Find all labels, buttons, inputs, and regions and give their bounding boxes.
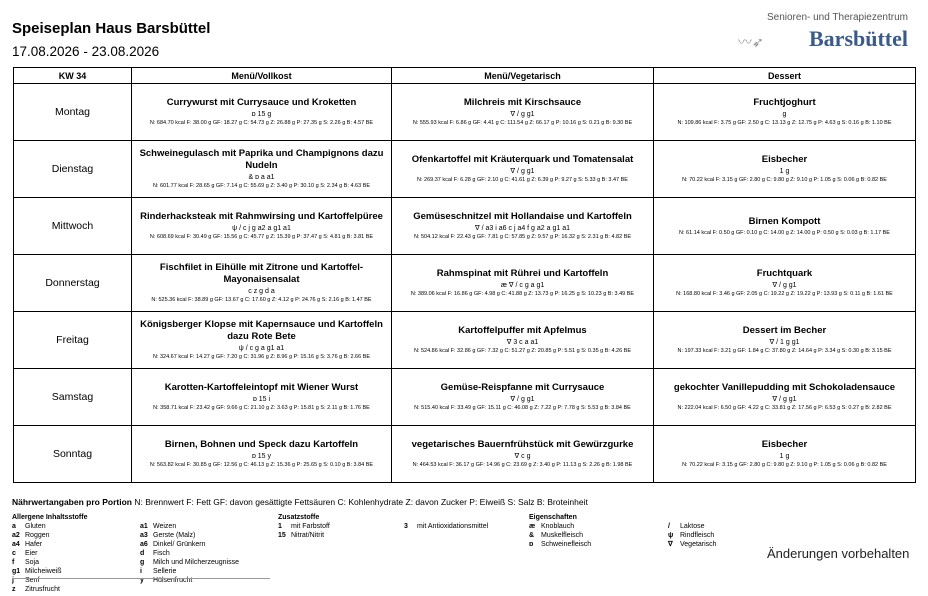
properties-legend-col2 xyxy=(668,522,717,549)
additives-title: Zusatzstoffe xyxy=(278,514,320,521)
legend-label: Fisch xyxy=(153,550,170,557)
dish-name: Schweinegulasch mit Paprika und Champignons dazu Nudeln xyxy=(139,148,384,171)
dish-codes: æ ∇ / c g a g1 xyxy=(500,282,545,289)
legend-item xyxy=(140,558,239,567)
column-header: Menü/Vegetarisch xyxy=(392,68,654,84)
legend-label: Rindfleisch xyxy=(680,532,715,539)
legend-code: 1 xyxy=(278,523,282,530)
dish-name: Fruchtjoghurt xyxy=(753,97,816,108)
date-range: 17.08.2026 - 23.08.2026 xyxy=(12,44,160,59)
table-row xyxy=(14,312,916,369)
dish-codes: ∇ / g g1 xyxy=(510,168,535,175)
dish-codes: ∇ / g g1 xyxy=(510,111,535,118)
legend-label: Laktose xyxy=(680,523,705,530)
nutrition-values: N: 524.86 kcal F: 32.86 g GF: 7.32 g C: 51.27 g Z: 20.85 g P: 5.51 g S: 0.35 g B: 4.26 BE xyxy=(413,348,632,354)
dish-name: Fruchtquark xyxy=(756,268,813,279)
nutrition-values: N: 515.40 kcal F: 33.49 g GF: 15.11 g C: 46.08 g Z: 7.22 g P: 7.78 g S: 5.53 g B: 3.84 BE xyxy=(414,405,631,411)
nutrition-note-text: N: Brennwert F: Fett GF: davon gesättigte Fettsäuren C: Kohlenhydrate Z: davon Zucker P: Eiweiß S: Salz B: Broteinheit xyxy=(131,497,588,507)
legend-code: 3 xyxy=(404,523,408,530)
nutrition-values: N: 358.71 kcal F: 23.42 g GF: 9.66 g C: 21.10 g Z: 3.63 g P: 15.81 g S: 2.11 g B: 1.76 BE xyxy=(153,405,370,411)
legend-code: / xyxy=(668,523,670,530)
day-cell: Dienstag xyxy=(14,141,132,198)
legend-item xyxy=(404,522,488,531)
table-row xyxy=(14,369,916,426)
additives-legend xyxy=(278,513,330,540)
nutrition-values: N: 555.93 kcal F: 6.86 g GF: 4.41 g C: 111.54 g Z: 66.17 g P: 10.16 g S: 0.21 g B: 9.30 BE xyxy=(412,120,633,126)
legend-code: a1 xyxy=(140,523,148,530)
properties-legend xyxy=(529,513,591,549)
nutrition-values: N: 70.22 kcal F: 3.15 g GF: 2.80 g C: 9.80 g Z: 9.10 g P: 1.05 g S: 0.06 g B: 0.82 BE xyxy=(682,177,887,183)
legend-label: mit Antioxidationsmittel xyxy=(417,523,489,530)
nutrition-values: N: 109.86 kcal F: 3.75 g GF: 2.50 g C: 13.13 g Z: 12.75 g P: 4.63 g S: 0.16 g B: 1.10 BE xyxy=(677,120,892,126)
dish-codes: ∇ / g g1 xyxy=(772,282,797,289)
legend-code: a6 xyxy=(140,541,148,548)
nutrition-note-label: Nährwertangaben pro Portion xyxy=(12,497,132,507)
legend-label: Senf xyxy=(25,577,40,584)
legend-item xyxy=(140,522,239,531)
legend-code: z xyxy=(12,586,16,593)
column-header: Dessert xyxy=(654,68,916,84)
legend-code: ɒ xyxy=(529,541,534,548)
nutrition-values: N: 525.36 kcal F: 38.89 g GF: 13.67 g C: 17.60 g Z: 4.12 g P: 24.76 g S: 2.16 g B: 1.47 BE xyxy=(151,297,372,303)
dish-codes: ∇ / g g1 xyxy=(772,396,797,403)
allergens-legend xyxy=(12,513,87,594)
dish-codes: ∇ / g g1 xyxy=(510,396,535,403)
meal-cell xyxy=(654,84,916,141)
legend-code: a xyxy=(12,523,16,530)
dish-codes: g xyxy=(782,111,787,118)
day-cell: Freitag xyxy=(14,312,132,369)
menu-table xyxy=(13,67,916,483)
dish-codes: ∇ / a3 i a6 c j a4 f g a2 a g1 a1 xyxy=(475,225,570,232)
legend-label: Weizen xyxy=(153,523,177,530)
nutrition-values: N: 464.53 kcal F: 36.17 g GF: 14.96 g C: 23.69 g Z: 3.40 g P: 11.13 g S: 2.26 g B: 1.98 BE xyxy=(412,462,633,468)
legend-item xyxy=(529,540,591,549)
legend-label: Eier xyxy=(25,550,38,557)
day-cell: Mittwoch xyxy=(14,198,132,255)
legend-code: g1 xyxy=(12,568,21,575)
meal-cell xyxy=(654,369,916,426)
dish-codes: c z g d a xyxy=(248,288,275,295)
nutrition-values: N: 601.77 kcal F: 28.65 g GF: 7.14 g C: 55.69 g Z: 3.40 g P: 30.10 g S: 2.34 g B: 4.63 BE xyxy=(152,183,371,189)
legend-label: Muskelfleisch xyxy=(541,532,584,539)
changes-notice: Änderungen vorbehalten xyxy=(767,546,910,561)
day-cell: Donnerstag xyxy=(14,255,132,312)
table-row xyxy=(14,255,916,312)
meal-cell xyxy=(132,312,392,369)
meal-cell xyxy=(392,141,654,198)
meal-cell xyxy=(654,426,916,483)
legend-item xyxy=(12,567,87,576)
legend-code: 15 xyxy=(278,532,286,539)
dish-name: Eisbecher xyxy=(761,154,808,165)
dish-name: Ofenkartoffel mit Kräuterquark und Tomatensalat xyxy=(411,154,634,165)
dish-name: Birnen Kompott xyxy=(748,215,821,227)
legend-code: j xyxy=(12,577,14,584)
nutrition-values: N: 608.69 kcal F: 30.49 g GF: 15.56 g C: 45.77 g Z: 15.39 g P: 37.47 g S: 4.81 g B: 3.81 BE xyxy=(149,234,374,240)
legend-item xyxy=(12,585,87,594)
dish-name: Karotten-Kartoffeleintopf mit Wiener Wurst xyxy=(164,382,359,393)
legend-label: Milch und Milcherzeugnisse xyxy=(153,559,239,566)
bird-icon: 〰➶ xyxy=(738,34,764,50)
day-cell: Sonntag xyxy=(14,426,132,483)
dish-codes: ∇ 3 c a a1 xyxy=(506,339,539,346)
legend-label: Roggen xyxy=(25,532,50,539)
legend-code: i xyxy=(140,568,142,575)
legend-item xyxy=(12,540,87,549)
nutrition-values: N: 197.33 kcal F: 3.21 g GF: 1.84 g C: 37.80 g Z: 14.64 g P: 3.34 g S: 0.30 g B: 3.15 BE xyxy=(677,348,892,354)
nutrition-note xyxy=(12,497,588,507)
legend-label: Gerste (Malz) xyxy=(153,532,196,539)
table-row xyxy=(14,426,916,483)
dish-name: Kartoffelpuffer mit Apfelmus xyxy=(458,325,587,336)
column-header: KW 34 xyxy=(14,68,132,84)
legend-code: ∇ xyxy=(668,541,673,548)
legend-label: Nitrat/Nitrit xyxy=(291,532,325,539)
legend-code: g xyxy=(140,559,145,566)
dish-codes: 1 g xyxy=(779,168,790,175)
meal-cell xyxy=(132,141,392,198)
dish-codes: ∇ / 1 g g1 xyxy=(769,339,800,346)
legend-item xyxy=(529,531,591,540)
nutrition-values: N: 70.22 kcal F: 3.15 g GF: 2.80 g C: 9.80 g Z: 9.10 g P: 1.05 g S: 0.06 g B: 0.82 BE xyxy=(682,462,887,468)
dish-name: Dessert im Becher xyxy=(742,325,827,336)
meal-cell xyxy=(132,198,392,255)
dish-codes: ɒ 15 g xyxy=(251,111,272,118)
legend-code: a2 xyxy=(12,532,20,539)
legend-item xyxy=(140,567,239,576)
nutrition-values: N: 61.14 kcal F: 0.50 g GF: 0.10 g C: 14.00 g Z: 14.00 g P: 0.50 g S: 0.03 g B: 1.17 BE xyxy=(679,229,890,236)
legend-label: Zitrusfrucht xyxy=(25,586,61,593)
dish-codes: ∇ c g xyxy=(514,453,531,460)
legend-item xyxy=(278,522,330,531)
legend-label: Gluten xyxy=(25,523,46,530)
meal-cell xyxy=(392,84,654,141)
logo-wordmark: Barsbüttel xyxy=(809,26,908,51)
legend-item xyxy=(668,540,717,549)
meal-cell xyxy=(654,198,916,255)
legend-code: d xyxy=(140,550,145,557)
dish-name: vegetarisches Bauernfrühstück mit Gewürzgurke xyxy=(411,439,634,450)
legend-code: a4 xyxy=(12,541,20,548)
day-cell: Samstag xyxy=(14,369,132,426)
dish-name: Gemüse-Reispfanne mit Currysauce xyxy=(440,382,605,393)
dish-name: Currywurst mit Currysauce und Kroketten xyxy=(166,97,357,108)
legend-item xyxy=(12,531,87,540)
nutrition-values: N: 269.37 kcal F: 6.28 g GF: 2.10 g C: 41.61 g Z: 6.39 g P: 9.27 g S: 5.33 g B: 3.47 BE xyxy=(417,177,628,183)
legend-label: Schweinefleisch xyxy=(541,541,592,548)
legend-item xyxy=(12,522,87,531)
nutrition-values: N: 504.12 kcal F: 22.43 g GF: 7.81 g C: 57.85 g Z: 9.57 g P: 16.32 g S: 2.31 g B: 4.82 BE xyxy=(413,234,632,240)
meal-cell xyxy=(654,141,916,198)
meal-cell xyxy=(392,312,654,369)
legend-label: mit Farbstoff xyxy=(291,523,330,530)
nutrition-values: N: 168.80 kcal F: 3.46 g GF: 2.05 g C: 19.22 g Z: 19.22 g P: 13.93 g S: 0.11 g B: 1.61 BE xyxy=(676,291,893,297)
legend-label: Sellerie xyxy=(153,568,177,575)
dish-name: Rinderhacksteak mit Rahmwirsing und Kartoffelpüree xyxy=(140,211,383,222)
legend-code: y xyxy=(140,577,144,584)
table-row xyxy=(14,141,916,198)
dish-name: Königsberger Klopse mit Kapernsauce und Kartoffeln dazu Rote Bete xyxy=(140,319,383,342)
legend-item xyxy=(12,558,87,567)
legend-item xyxy=(668,522,717,531)
legend-label: Vegetarisch xyxy=(680,541,717,548)
page-title: Speiseplan Haus Barsbüttel xyxy=(12,20,211,37)
nutrition-values: N: 563.82 kcal F: 30.85 g GF: 12.56 g C: 46.13 g Z: 15.36 g P: 25.65 g S: 0.10 g B: 3.84 BE xyxy=(149,462,374,468)
dish-codes: ɒ 15 y xyxy=(251,453,272,460)
legend-label: Dinkel/ Grünkern xyxy=(153,541,206,548)
legend-item xyxy=(140,549,239,558)
meal-cell xyxy=(392,255,654,312)
legend-item xyxy=(668,531,717,540)
dish-codes: & ɒ a a1 xyxy=(248,174,275,181)
meal-cell xyxy=(132,369,392,426)
meal-cell xyxy=(654,255,916,312)
legend-label: Milcheiweiß xyxy=(25,568,62,575)
divider xyxy=(12,578,270,579)
legend-label: Knoblauch xyxy=(541,523,575,530)
legend-code: a3 xyxy=(140,532,148,539)
legend-code: f xyxy=(12,559,15,566)
logo xyxy=(738,12,908,56)
legend-label: Hülsenfrucht xyxy=(153,577,193,584)
legend-code: ψ xyxy=(668,532,674,539)
dish-name: gekochter Vanillepudding mit Schokoladensauce xyxy=(673,382,896,393)
legend-item xyxy=(12,549,87,558)
legend-label: Hafer xyxy=(25,541,43,548)
additives-legend-col2 xyxy=(404,522,488,531)
table-row xyxy=(14,84,916,141)
nutrition-values: N: 222.04 kcal F: 6.50 g GF: 4.22 g C: 33.81 g Z: 17.56 g P: 6.53 g S: 0.27 g B: 2.82 BE xyxy=(677,405,892,411)
properties-title: Eigenschaften xyxy=(529,514,577,521)
meal-cell xyxy=(392,198,654,255)
legend-code: c xyxy=(12,550,16,557)
meal-cell xyxy=(132,426,392,483)
legend-item xyxy=(140,531,239,540)
meal-cell xyxy=(392,426,654,483)
nutrition-values: N: 684.70 kcal F: 38.00 g GF: 18.27 g C: 54.73 g Z: 26.88 g P: 27.35 g S: 2.26 g B: 4.57 BE xyxy=(149,120,374,126)
legend-code: & xyxy=(529,532,535,539)
allergens-legend-col2 xyxy=(140,522,239,585)
meal-cell xyxy=(132,255,392,312)
dish-name: Rahmspinat mit Rührei und Kartoffeln xyxy=(436,268,609,279)
table-header-row xyxy=(14,68,916,84)
nutrition-values: N: 324.67 kcal F: 14.27 g GF: 7.20 g C: 31.96 g Z: 8.96 g P: 15.16 g S: 3.76 g B: 2.66 BE xyxy=(152,354,371,360)
dish-name: Birnen, Bohnen und Speck dazu Kartoffeln xyxy=(164,439,359,450)
legend-label: Soja xyxy=(25,559,40,566)
dish-codes: ψ / c j g a2 a g1 a1 xyxy=(232,225,291,232)
legend-item xyxy=(278,531,330,540)
meal-cell xyxy=(392,369,654,426)
meal-cell xyxy=(132,84,392,141)
dish-codes: 1 g xyxy=(779,453,790,460)
dish-name: Milchreis mit Kirschsauce xyxy=(463,97,582,108)
nutrition-values: N: 389.06 kcal F: 16.86 g GF: 4.98 g C: 41.88 g Z: 13.73 g P: 16.25 g S: 10.23 g B: 3.49 BE xyxy=(410,291,635,297)
legend-item xyxy=(529,522,591,531)
allergens-title: Allergene Inhaltsstoffe xyxy=(12,514,88,521)
legend-item xyxy=(140,540,239,549)
table-row xyxy=(14,198,916,255)
dish-codes: ɒ 15 i xyxy=(252,396,271,403)
dish-name: Gemüseschnitzel mit Hollandaise und Kartoffeln xyxy=(413,211,632,222)
meal-cell xyxy=(654,312,916,369)
dish-codes: ψ / c g a g1 a1 xyxy=(238,345,285,352)
legend-code: æ xyxy=(529,523,536,530)
dish-name: Fischfilet in Eihülle mit Zitrone und Kartoffel-Mayonaisensalat xyxy=(159,262,364,285)
day-cell: Montag xyxy=(14,84,132,141)
column-header: Menü/Vollkost xyxy=(132,68,392,84)
dish-name: Eisbecher xyxy=(761,439,808,450)
logo-subtitle: Senioren- und Therapiezentrum xyxy=(766,12,908,23)
